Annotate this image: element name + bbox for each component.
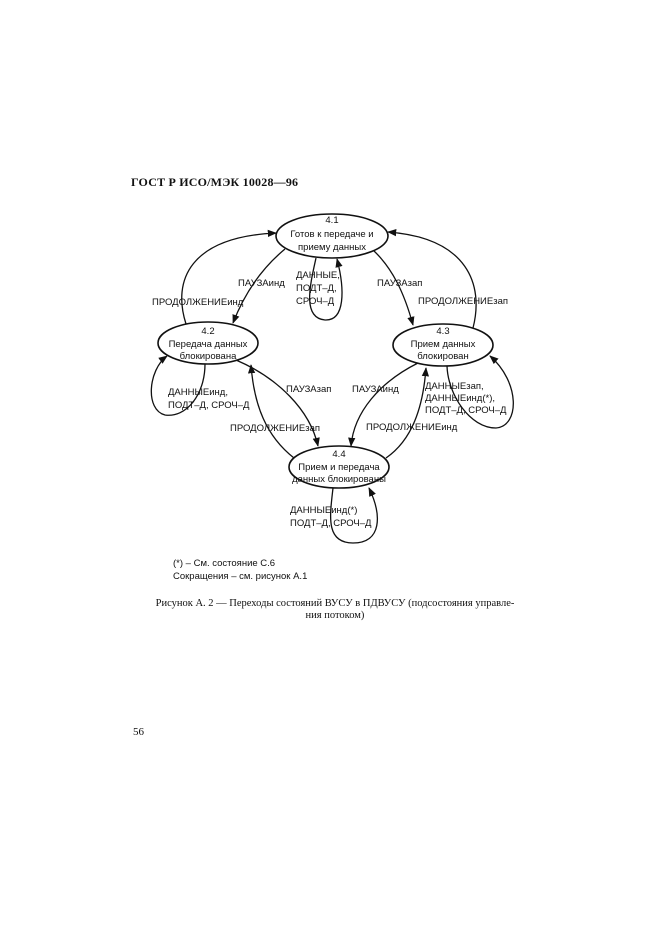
- transition-4-4-to-4-3-label: ПРОДОЛЖЕНИЕинд: [366, 422, 458, 433]
- state-4-1-label-line1: Готов к передаче и: [290, 229, 374, 240]
- transition-4-1-self-label-line2: ПОДТ–Д,: [296, 283, 337, 294]
- transition-4-4-self: [290, 488, 377, 543]
- state-4-2-label-line2: блокирована: [179, 351, 237, 362]
- transition-4-1-self-label-line1: ДАННЫЕ,: [296, 270, 340, 281]
- page-number: 56: [133, 726, 144, 738]
- transition-4-1-to-4-2: [233, 249, 285, 323]
- state-4-3-label-line2: блокирован: [417, 351, 469, 362]
- page-header: ГОСТ Р ИСО/МЭК 10028—96: [131, 175, 299, 189]
- transition-4-1-to-4-3: [374, 251, 422, 325]
- transition-4-3-to-4-1-label: ПРОДОЛЖЕНИЕзап: [418, 296, 509, 307]
- transition-4-3-self-label-line3: ПОДТ–Д, СРОЧ–Д: [425, 405, 507, 416]
- state-4-4-label-line2: данных блокированы: [292, 474, 386, 485]
- transition-4-4-self-label-line2: ПОДТ–Д, СРОЧ–Д: [290, 518, 372, 529]
- transition-4-4-to-4-2: [230, 365, 320, 458]
- transition-4-2-to-4-1-label: ПРОДОЛЖЕНИЕинд: [152, 297, 244, 308]
- state-4-2-id: 4.2: [201, 326, 215, 337]
- transition-4-3-self-label-line1: ДАННЫЕзап,: [425, 381, 484, 392]
- transition-4-4-self-label-line1: ДАННЫЕинд(*): [290, 505, 358, 516]
- figure-caption-line2: ния потоком): [305, 610, 365, 621]
- transition-4-1-self-label-line3: СРОЧ–Д: [296, 296, 335, 307]
- transition-4-3-to-4-4-label: ПАУЗАинд: [352, 384, 399, 395]
- diagram-notes: [173, 557, 307, 583]
- state-4-3: [393, 324, 493, 366]
- state-4-3-id: 4.3: [436, 326, 450, 337]
- transition-4-1-to-4-2-label: ПАУЗАинд: [238, 278, 285, 289]
- transition-4-4-to-4-3-arrow: [386, 368, 426, 458]
- state-4-1-id: 4.1: [325, 215, 339, 226]
- state-4-4-id: 4.4: [332, 449, 346, 460]
- note-abbreviations: Сокращения – см. рисунок А.1: [173, 571, 308, 582]
- state-4-2-label-line1: Передача данных: [168, 339, 248, 350]
- state-4-4: [289, 446, 389, 488]
- figure-caption-line1: Рисунок А. 2 — Переходы состояний ВУСУ в ПДВУСУ (подсостояния управле-: [155, 598, 515, 609]
- state-4-3-label-line1: Прием данных: [410, 339, 476, 350]
- transition-4-4-to-4-2-arrow: [251, 365, 294, 458]
- transition-4-2-self-label-line2: ПОДТ–Д, СРОЧ–Д: [168, 400, 250, 411]
- transition-4-1-to-4-3-label: ПАУЗАзап: [377, 278, 423, 289]
- figure-caption: [150, 598, 520, 622]
- transition-4-4-to-4-2-label: ПРОДОЛЖЕНИЕзап: [230, 423, 321, 434]
- transition-4-1-self: [296, 258, 342, 320]
- transition-4-2-to-4-4-label: ПАУЗАзап: [286, 384, 332, 395]
- transition-4-3-self: [425, 356, 513, 428]
- state-4-2: [158, 322, 258, 364]
- transition-4-2-self: [151, 356, 250, 415]
- transition-4-3-self-arrow: [447, 356, 513, 428]
- transition-4-3-self-label-line2: ДАННЫЕинд(*),: [425, 393, 495, 404]
- state-4-4-label-line1: Прием и передача: [298, 462, 380, 473]
- state-4-1-label-line2: приему данных: [298, 242, 366, 253]
- transition-4-2-self-label-line1: ДАННЫЕинд,: [168, 387, 228, 398]
- state-4-1: [276, 214, 388, 258]
- note-asterisk: (*) – См. состояние С.6: [173, 558, 276, 569]
